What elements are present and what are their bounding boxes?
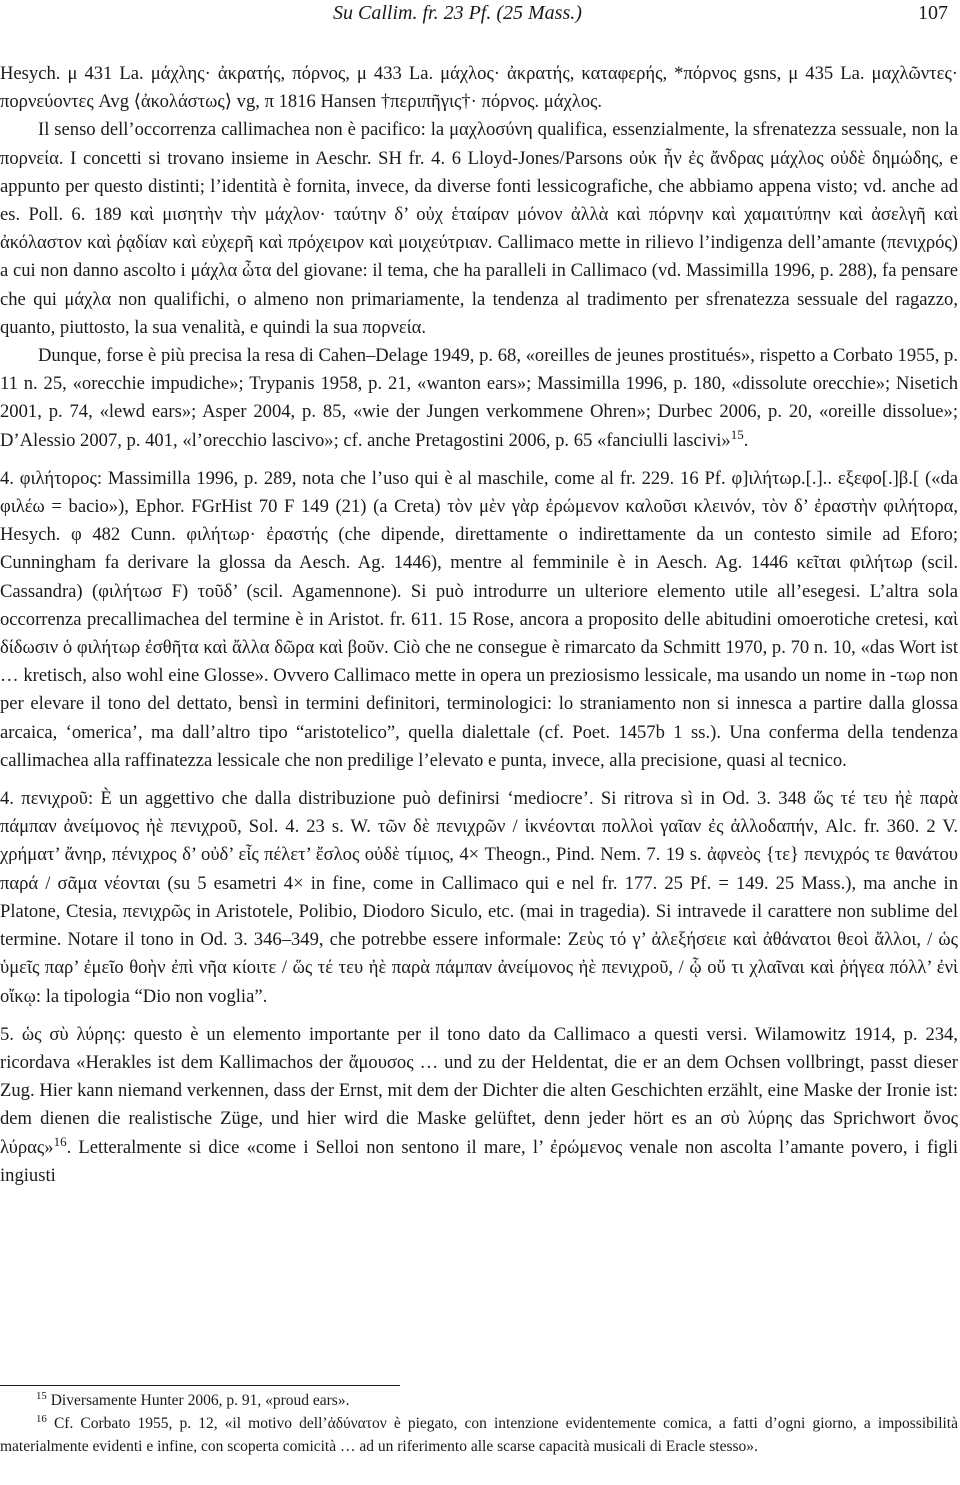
paragraph-hesychius: Hesych. μ 431 La. μάχλης· ἀκρατής, πόρνος, μ 433 La. μάχλος· ἀκρατής, καταφερής, *πόρνος gsns, μ 435 La. μαχλῶντες· πορνεύοντες Avg ⟨ἀκολάστως⟩ vg, π 1816 Hansen †περιπῆγις†· πόρνος. μάχλος. — [0, 63, 958, 113]
footnote-text: Diversamente Hunter 2006, p. 91, «proud ears». — [50, 1392, 350, 1409]
paragraph-lyres — [0, 1021, 958, 1190]
footnote-15 — [0, 1389, 958, 1412]
footnote-number: 16 — [36, 1413, 47, 1426]
page-number: 107 — [918, 2, 948, 24]
paragraph-lyres-end: . Letteralmente si dice «come i Selloi non sentono il mare, l’ ἐρώμενος venale non ascolta l’amante povero, i figli ingiusti — [0, 1136, 958, 1186]
paragraph-penichrou: 4. πενιχροῦ: È un aggettivo che dalla distribuzione può definirsi ‘mediocre’. Si ritrova sì in Od. 3. 348 ὥς τέ τευ ἠὲ παρὰ πάμπαν ἀνείμονος ἠὲ πενιχροῦ, Sol. 4. 23 s. W. τῶν δὲ πενιχρῶν / ἱκνέονται πολλοὶ γαῖαν ἐς ἀλλοδαπήν, Alc. fr. 360. 2 V. χρήματ’ ἄνηρ, πένιχρος δ’ οὐδ’ εἶς πέλετ’ ἔσλος οὐδὲ τίμιος, 4× Theogn., Pind. Nem. 7. 19 s. ἀφνεὸς {τε} πενιχρός τε θανάτου παρά / σᾶμα νέονται (su 5 esametri 4× in fine, come in Callimaco qui e nel fr. 177. 25 Pf. = 149. 25 Mass.), ma anche in Platone, Ctesia, πενιχρῶς in Aristotele, Polibio, Diodoro Siculo, etc. (mai in tragedia). Si intravede il carattere non sublime del termine. Notare il tono in Od. 3. 346–349, che potrebbe essere informale: Ζεὺς τό γ’ ἀλεξήσειε καὶ ἀθάνατοι θεοὶ ἄλλοι, / ὡς ὑμεῖς παρ’ ἐμεῖο θοὴν ἐπὶ νῆα κίοιτε / ὥς τέ τευ ἠὲ παρὰ πάμπαν ἀνείμονος ἠὲ πενιχροῦ, / ᾧ οὔ τι χλαῖναι καὶ ῥήγεα πόλλ’ ἐνὶ οἴκῳ: la tipologia “Dio non voglia”. — [0, 788, 958, 1007]
footnote-16 — [0, 1412, 958, 1458]
running-header — [0, 0, 960, 40]
footnote-number: 15 — [36, 1390, 47, 1403]
paragraph-lyres-text: 5. ὡς σὺ λύρης: questo è un elemento importante per il tono dato da Callimaco a questi versi. Wilamowitz 1914, p. 234, ricordava «Herakles ist dem Kallimachos der ἄμουσος … und zu der Heldentat, die er an dem Ochsen vollbringt, passt dieser Zug. Hier kann niemand verkennen, dass der Ernst, mit dem der Dichter die alten Geschichten erzählt, eine Maske der Ironie ist: dem dienen die realistische Züge, und hier wird die Maske gelüftet, denn jeder hört es an σὺ λύρης das Sprichwort ὄνος λύρας» — [0, 1023, 958, 1158]
running-title: Su Callim. fr. 23 Pf. (25 Mass.) — [333, 2, 582, 24]
footnote-text: Cf. Corbato 1955, p. 12, «il motivo dell’ἀδύνατον è piegato, con intenzione evidentemente comica, a fatti d’ogni giorno, a impossibilità materialmente evidenti e infine, con scoperta comicità … ad un riferimento alle scarse capacità musicali di Eracle stesso». — [0, 1415, 958, 1455]
paragraph-dunque — [0, 342, 958, 455]
footnote-ref-16[interactable]: 16 — [53, 1133, 67, 1149]
paragraph-philetoros: 4. φιλήτορος: Massimilla 1996, p. 289, nota che l’uso qui è al maschile, come al fr. 229. 16 Pf. φ]ιλήτωρ.[.].. εξεφο[.]β.[ («da φιλέω = bacio»), Ephor. FGrHist 70 F 149 (21) (a Creta) τὸν μὲν γὰρ ἐρώμενον καλοῦσι κλεινόν, τὸν δ’ ἐραστὴν φιλήτορα, Hesych. φ 482 Cunn. φιλήτωρ· ἐραστής (che dipende, direttamente o indirettamente da un contesto simile ad Eforo; Cunningham fa derivare la glossa da Aesch. Ag. 1446), mentre al femminile è in Aesch. Ag. 1446 κεῖται φιλήτωρ (scil. Cassandra) (φιλήτωσ F) τοῦδ’ (scil. Agamennone). Si può introdurre un ulteriore elemento utile all’esegesi. L’altra sola occorrenza precallimachea del termine è in Aristot. fr. 611. 15 Rose, ancora a proposito delle abitudini omoerotiche cretesi, καὶ δίδωσιν ὁ φιλήτωρ ἐσθῆτα καὶ ἄλλα δῶρα καὶ βοῦν. Ciò che ne consegue è rimarcato da Schmitt 1970, p. 70 n. 10, «das Wort ist … kretisch, also wohl eine Glosse». Ovvero Callimaco mette in opera un preziosismo lessicale, ma usando un nome in -τωρ non per elevare il tono del dettato, bensì in termini definitori, terminologici: lo straniamento non si innesca a partire dalla glossa arcaica, ‘omerica’, ma dall’altro tipo “aristotelico”, quella dialettale (cf. Poet. 1457b 1 ss.). Una conferma della tendenza callimachea alla raffinatezza lessicale che non predilige l’elevato e punta, invece, alla precisione, quasi al tecnico. — [0, 467, 958, 771]
paragraph-dunque-end: . — [743, 429, 749, 451]
footnote-ref-15[interactable]: 15 — [730, 426, 744, 442]
paragraph-senso: Il senso dell’occorrenza callimachea non è pacifico: la μαχλοσύνη qualifica, essenzialmente, la sfrenatezza sessuale, non la πορνεία. I concetti si trovano insieme in Aeschr. SH fr. 4. 6 Lloyd-Jones/Parsons οὐκ ἦν ἐς ἄνδρας μάχλος οὐδὲ δημώδης, e appunto per questo distinti; l’identità è fornita, invece, da diverse fonti lessicografiche, che abbiamo appena visto; vd. anche ad es. Poll. 6. 189 καὶ μισητὴν τὴν μάχλον· ταύτην δ’ οὐχ ἑταίραν μόνον ἀλλὰ καὶ πόρνην καὶ χαμαιτύπην καὶ ἀσελγῆ καὶ ἀκόλαστον καὶ ῥᾳδίαν καὶ εὐχερῆ καὶ πρόχειρον καὶ μοιχεύτριαν. Callimaco mette in rilievo l’indigenza dell’amante (πενιχρός) a cui non danno ascolto i μάχλα ὦτα del giovane: il tema, che ha paralleli in Callimaco (vd. Massimilla 1996, p. 288), fa pensare che qui μάχλα non qualifichi, o almeno non primariamente, la tendenza al tradimento per sfrenatezza sessuale del ragazzo, quanto, piuttosto, la sua venalità, e quindi la sua πορνεία. — [0, 119, 958, 338]
footnote-separator — [0, 1385, 400, 1386]
main-text — [0, 60, 958, 1190]
paragraph-dunque-text: Dunque, forse è più precisa la resa di Cahen–Delage 1949, p. 68, «oreilles de jeunes prostitués», rispetto a Corbato 1955, p. 11 n. 25, «orecchie impudiche»; Trypanis 1958, p. 21, «wanton ears»; Massimilla 1996, p. 180, «dissolute orecchie»; Nisetich 2001, p. 74, «lewd ears»; Asper 2004, p. 85, «wie der Jungen verkommene Ohren»; Durbec 2006, p. 20, «oreille dissolue»; D’Alessio 2007, p. 401, «l’orecchio lascivo»; cf. anche Pretagostini 2006, p. 65 «fanciulli lascivi» — [0, 345, 958, 451]
footnotes — [0, 1389, 958, 1458]
